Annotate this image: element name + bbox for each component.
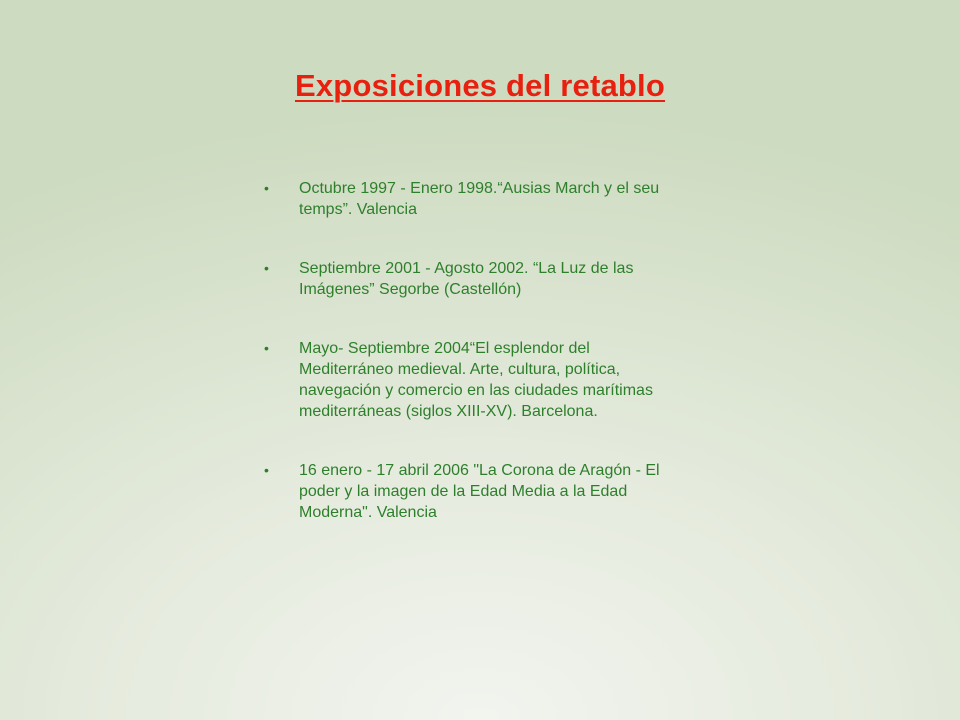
- exhibitions-list: [262, 178, 662, 523]
- bullet-icon: •: [264, 260, 269, 276]
- list-item-text: Mayo- Septiembre 2004“El esplendor del Mediterráneo medieval. Arte, cultura, política, navegación y comercio en las ciudades marítimas mediterráneas (siglos XIII-XV). Barcelona.: [299, 340, 653, 420]
- list-item: [262, 258, 662, 300]
- bullet-icon: •: [264, 180, 269, 196]
- list-item-text: Septiembre 2001 - Agosto 2002. “La Luz de las Imágenes” Segorbe (Castellón): [299, 260, 634, 298]
- list-item-text: Octubre 1997 - Enero 1998.“Ausias March y el seu temps”. Valencia: [299, 180, 660, 218]
- slide-title: Exposiciones del retablo: [294, 68, 666, 103]
- bullet-icon: •: [264, 340, 269, 356]
- list-item: [262, 460, 662, 523]
- bullet-icon: •: [264, 462, 269, 478]
- list-item: [262, 338, 662, 422]
- list-item: [262, 178, 662, 220]
- list-item-text: 16 enero - 17 abril 2006 "La Corona de Aragón - El poder y la imagen de la Edad Media a la Edad Moderna". Valencia: [299, 462, 660, 521]
